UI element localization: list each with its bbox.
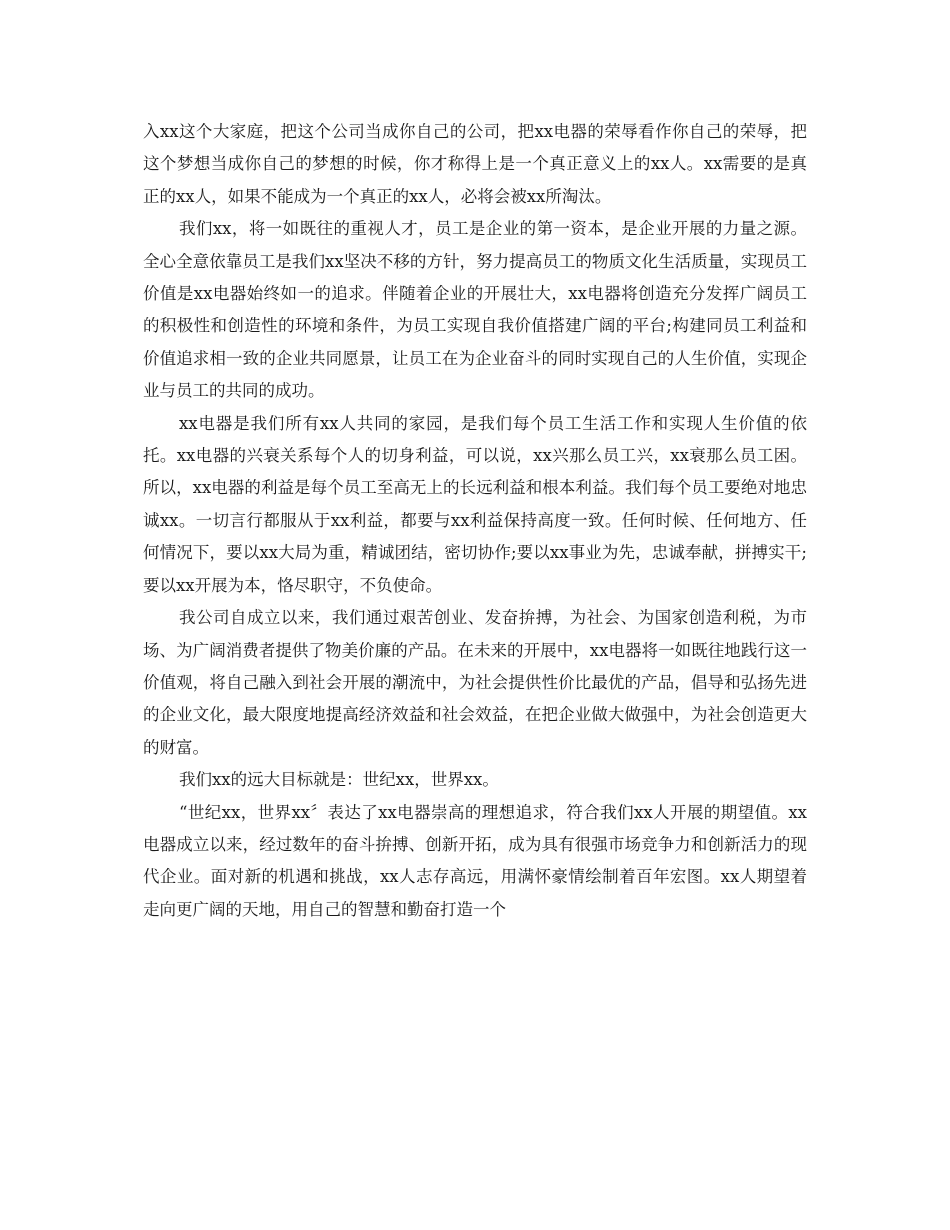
document-body bbox=[143, 116, 807, 926]
paragraph-goal: 我们xx的远大目标就是：世纪xx，世界xx。 bbox=[179, 770, 499, 790]
paragraph-home: xx电器是我们所有xx人共同的家园，是我们每个员工生活工作和实现人生价值的依托。xx电器的兴衰关系每个人的切身利益，可以说，xx兴那么员工兴，xx衰那么员工困。所以，xx电器的利益是每个员工至高无上的长远利益和根本利益。我们每个员工要绝对地忠诚xx。一切言行都服从于xx利益，都要与xx利益保持高度一致。任何时候、任何地方、任何情况下，要以xx大局为重，精诚团结，密切协作;要以xx事业为先，忠诚奉献，拼搏实干;要以xx开展为本，恪尽职守，不负使命。 bbox=[143, 413, 807, 595]
paragraph-continuation: 入xx这个大家庭，把这个公司当成你自己的公司，把xx电器的荣辱看作你自己的荣辱，把这个梦想当成你自己的梦想的时候，你才称得上是一个真正意义上的xx人。xx需要的是真正的xx人，如果不能成为一个真正的xx人，必将会被xx所淘汰。 bbox=[143, 122, 807, 206]
paragraph-history: 我公司自成立以来，我们通过艰苦创业、发奋拚搏，为社会、为国家创造利税，为市场、为广阔消费者提供了物美价廉的产品。在未来的开展中，xx电器将一如既往地践行这一价值观，将自己融入到社会开展的潮流中，为社会提供性价比最优的产品，倡导和弘扬先进的企业文化，最大限度地提高经济效益和社会效益，在把企业做大做强中，为社会创造更大的财富。 bbox=[143, 608, 807, 757]
paragraph-vision: “世纪xx，世界xx〞表达了xx电器崇高的理想追求，符合我们xx人开展的期望值。xx电器成立以来，经过数年的奋斗拚搏、创新开拓，成为具有很强市场竞争力和创新活力的现代企业。面对新的机遇和挑战，xx人志存高远，用满怀豪情绘制着百年宏图。xx人期望着走向更广阔的天地，用自己的智慧和勤奋打造一个 bbox=[143, 802, 807, 919]
paragraph-talent: 我们xx，将一如既往的重视人才，员工是企业的第一资本，是企业开展的力量之源。全心全意依靠员工是我们xx坚决不移的方针，努力提高员工的物质文化生活质量，实现员工价值是xx电器始终如一的追求。伴随着企业的开展壮大，xx电器将创造充分发挥广阔员工的积极性和创造性的环境和条件，为员工实现自我价值搭建广阔的平台;构建同员工利益和价值追求相一致的企业共同愿景，让员工在为企业奋斗的同时实现自己的人生价值，实现企业与员工的共同的成功。 bbox=[143, 219, 807, 401]
